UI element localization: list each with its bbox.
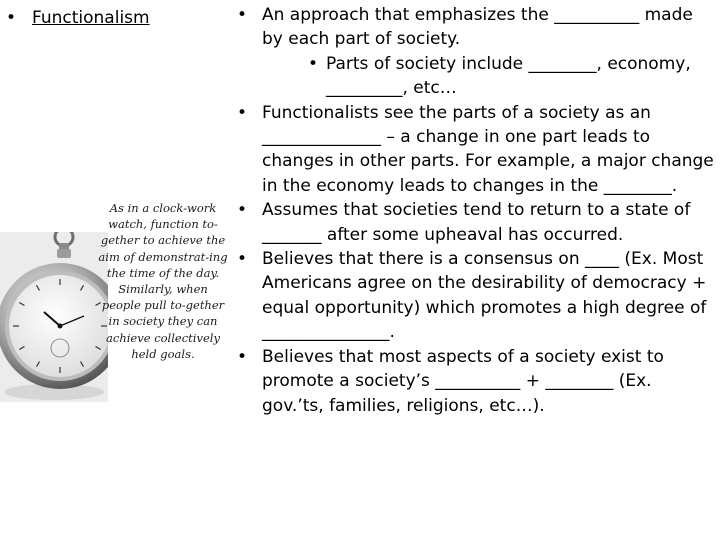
bullet-text: An approach that emphasizes the __________ made by each part of society. <box>262 5 693 50</box>
bullet-marker: • <box>237 5 248 25</box>
bullet-list <box>232 3 716 418</box>
pocket-watch-icon <box>0 232 108 402</box>
bullet-text: Parts of society include ________, economy, _________, etc… <box>326 53 691 99</box>
bullet-item <box>232 101 716 199</box>
bullet-text: Assumes that societies tend to return to a state of _______ after some upheaval has occurred. <box>262 200 691 245</box>
bullet-item <box>232 3 716 52</box>
bullet-marker: • <box>237 200 248 221</box>
bullet-text: Believes that most aspects of a society exist to promote a society’s __________ + ________ (Ex. gov.’ts, families, religions, etc…). <box>262 346 664 416</box>
figure-caption: As in a clock-work watch, function to-gether to achieve the aim of demonstrat-ing the time of the day. Similarly, when people pull to-gether in society they can achieve collectively held goals. <box>98 201 228 361</box>
bullet-item <box>232 198 716 247</box>
pocket-watch-figure <box>0 196 228 432</box>
bullet-marker: • <box>237 346 248 367</box>
topic-bullet <box>6 7 150 29</box>
bullet-marker: • <box>6 8 17 28</box>
bullet-marker: • <box>237 102 248 123</box>
bullet-marker: • <box>308 53 319 74</box>
bullet-text: Functionalists see the parts of a society as an ______________ – a change in one part leads to changes in other parts. For example, a major change in the economy leads to changes in the ________. <box>262 102 714 196</box>
topic-label: Functionalism <box>32 8 150 28</box>
bullet-item <box>232 247 716 345</box>
bullet-marker: • <box>237 249 248 270</box>
bullet-text: Believes that there is a consensus on ____ (Ex. Most Americans agree on the desirability of democracy + equal opportunity) which promotes a high degree of _______________. <box>262 249 707 343</box>
sub-bullet-item <box>232 52 716 101</box>
bullet-item <box>232 345 716 418</box>
